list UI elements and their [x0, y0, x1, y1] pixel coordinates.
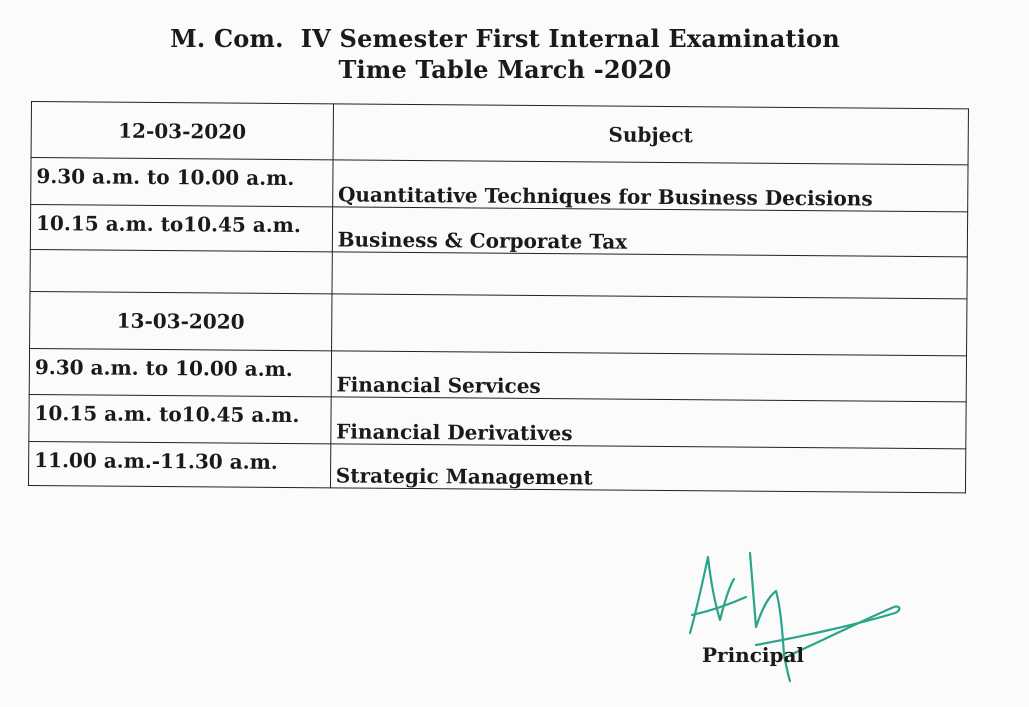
date-heading: 12-03-2020 [31, 102, 333, 160]
signatory-label: Principal [702, 643, 805, 667]
time-cell: 11.00 a.m.-11.30 a.m. [28, 441, 330, 487]
subject-heading: Subject [333, 104, 969, 165]
timetable [28, 101, 969, 493]
document-title: M. Com. IV Semester First Internal Examination [170, 24, 840, 53]
subject-cell: Business & Corporate Tax [332, 207, 968, 257]
table-row [28, 441, 965, 492]
subject-cell [331, 294, 967, 356]
document-subtitle: Time Table March -2020 [338, 55, 672, 84]
subject-cell [332, 252, 968, 299]
table-row [30, 291, 967, 355]
subject-cell: Financial Services [331, 351, 967, 402]
time-cell: 10.15 a.m. to10.45 a.m. [29, 394, 331, 443]
table-header-row [31, 102, 968, 165]
table-row [31, 158, 968, 212]
time-cell: 9.30 a.m. to 10.00 a.m. [31, 158, 333, 207]
table-row [29, 394, 966, 448]
date-cell: 13-03-2020 [30, 291, 332, 350]
subject-cell: Strategic Management [330, 444, 966, 493]
table-row [30, 249, 967, 298]
time-cell: 9.30 a.m. to 10.00 a.m. [29, 348, 331, 396]
time-cell [30, 249, 332, 293]
subject-cell: Financial Derivatives [331, 397, 967, 449]
table-row [29, 348, 966, 401]
table-row [30, 205, 967, 257]
time-cell: 10.15 a.m. to10.45 a.m. [30, 205, 332, 252]
subject-cell: Quantitative Techniques for Business Decisions [332, 160, 968, 212]
